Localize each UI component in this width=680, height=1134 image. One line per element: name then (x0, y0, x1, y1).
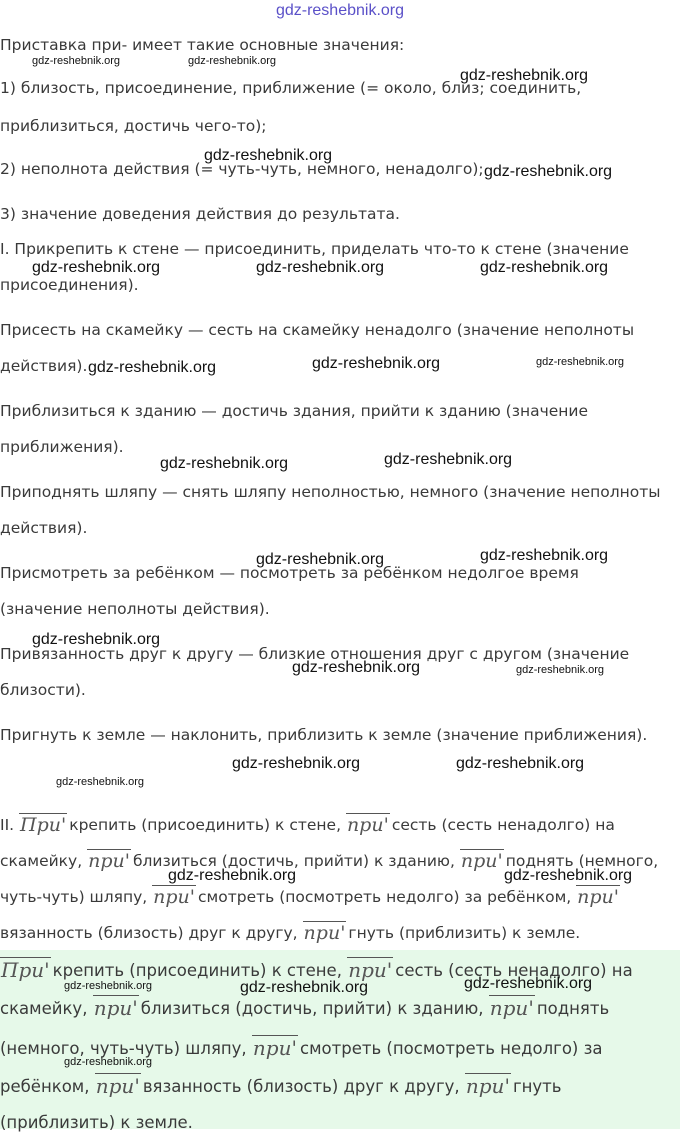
watermark: gdz-reshebnik.org (384, 451, 513, 468)
part2-line (0, 814, 615, 835)
watermark: gdz-reshebnik.org (160, 455, 289, 472)
watermark: gdz-reshebnik.org (64, 1056, 153, 1068)
word-part: близиться (достичь, прийти) к зданию, (132, 852, 455, 870)
word-part: близиться (достичь, прийти) к зданию, (140, 999, 484, 1018)
part1-line: Приблизиться к зданию — достичь здания, прийти к зданию (значение (0, 402, 589, 420)
prefix-mark: при' (348, 958, 393, 982)
watermark: gdz-reshebnik.org (168, 867, 297, 884)
part2-line (0, 922, 580, 943)
watermark: gdz-reshebnik.org (256, 259, 385, 276)
prefix-mark: При' (20, 814, 67, 836)
word-part: крепить (присоединить) к стене, (52, 961, 342, 980)
prefix-mark: при' (252, 1036, 297, 1060)
watermark: gdz-reshebnik.org (232, 755, 361, 772)
roman-numeral: II. (0, 816, 15, 834)
word-part: крепить (присоединить) к стене, (69, 816, 341, 834)
word-part: сесть (сесть ненадолго) на (395, 961, 633, 980)
word-part: (приблизить) к земле. (0, 1113, 193, 1132)
prefix-mark: при' (465, 1074, 510, 1098)
meaning-line: 2) неполнота действия (= чуть-чуть, немного, ненадолго); (0, 160, 484, 178)
part1-line: (значение неполноты действия). (0, 600, 270, 618)
meaning-line: 1) близость, присоединение, приближение (= около, близ; соединить, (0, 79, 582, 97)
watermark: gdz-reshebnik.org (56, 776, 145, 788)
watermark: gdz-reshebnik.org (256, 551, 385, 568)
watermark: gdz-reshebnik.org (188, 55, 277, 67)
answer-line (0, 1074, 562, 1098)
word-part: гнуть (приблизить) к земле. (348, 924, 581, 942)
watermark: gdz-reshebnik.org (504, 867, 633, 884)
part1-line: Пригнуть к земле — наклонить, приблизить к земле (значение приближения). (0, 726, 648, 744)
prefix-mark: при' (303, 922, 346, 944)
part2-line (0, 886, 622, 907)
watermark: gdz-reshebnik.org (32, 55, 121, 67)
prefix-mark: при' (577, 886, 620, 908)
watermark: gdz-reshebnik.org (32, 259, 161, 276)
watermark: gdz-reshebnik.org (312, 355, 441, 372)
word-part: ребёнком, (0, 1077, 90, 1096)
word-part: поднять (немного, (505, 852, 659, 870)
prefix-mark: при' (88, 850, 130, 872)
word-part: вязанность (близость) друг к другу, (0, 924, 298, 942)
intro-text: Приставка при- имеет такие основные значения: (0, 36, 405, 54)
part1-line: I. Прикрепить к стене — присоединить, приделать что-то к стене (значение (0, 240, 629, 258)
word-part: смотреть (посмотреть недолго) за ребёнком, (198, 888, 572, 906)
part1-line: Привязанность друг к другу — близкие отношения друг с другом (значение (0, 645, 630, 663)
part1-line: Присмотреть за ребёнком — посмотреть за ребёнком недолгое время (0, 564, 579, 582)
word-part: поднять (536, 999, 610, 1018)
part1-line: Приподнять шляпу — снять шляпу неполностью, немного (значение неполноты (0, 483, 661, 501)
watermark: gdz-reshebnik.org (480, 547, 609, 564)
word-part: вязанность (близость) друг к другу, (142, 1077, 460, 1096)
part1-line: Присесть на скамейку — сесть на скамейку ненадолго (значение неполноты (0, 321, 635, 339)
watermark: gdz-reshebnik.org (516, 664, 605, 676)
watermark: gdz-reshebnik.org (204, 147, 333, 164)
meaning-line: приблизиться, достичь чего-то); (0, 117, 267, 135)
watermark: gdz-reshebnik.org (32, 631, 161, 648)
watermark: gdz-reshebnik.org (64, 980, 153, 992)
word-part: (немного, чуть-чуть) шляпу, (0, 1039, 247, 1058)
watermark: gdz-reshebnik.org (456, 755, 585, 772)
site-header[interactable]: gdz-reshebnik.org (275, 2, 405, 19)
watermark: gdz-reshebnik.org (484, 163, 613, 180)
part1-line: действия). (0, 519, 88, 537)
prefix-mark: при' (95, 1074, 140, 1098)
watermark: gdz-reshebnik.org (88, 359, 217, 376)
word-part: сесть (сесть ненадолго) на (391, 816, 615, 834)
prefix-mark: при' (153, 886, 196, 908)
word-part: гнуть (512, 1077, 562, 1096)
answer-line (0, 1112, 193, 1134)
answer-line (0, 996, 609, 1020)
watermark: gdz-reshebnik.org (536, 356, 625, 368)
watermark: gdz-reshebnik.org (460, 67, 589, 84)
part1-line: близости). (0, 681, 86, 699)
prefix-mark: при' (346, 814, 389, 836)
prefix-mark: при' (460, 850, 503, 872)
watermark: gdz-reshebnik.org (292, 659, 421, 676)
part1-line: приближения). (0, 438, 124, 456)
word-part: смотреть (посмотреть недолго) за (300, 1039, 603, 1058)
prefix-mark: при' (93, 996, 138, 1020)
part1-line: действия). (0, 357, 88, 375)
meaning-line: 3) значение доведения действия до результата. (0, 205, 400, 223)
word-part: скамейку, (0, 999, 88, 1018)
word-part: чуть-чуть) шляпу, (0, 888, 148, 906)
word-part: скамейку, (0, 852, 83, 870)
prefix-mark: При' (1, 958, 50, 982)
prefix-mark: при' (489, 996, 534, 1020)
watermark: gdz-reshebnik.org (464, 975, 593, 992)
part1-line: присоединения). (0, 276, 139, 294)
watermark: gdz-reshebnik.org (240, 979, 369, 996)
watermark: gdz-reshebnik.org (480, 259, 609, 276)
